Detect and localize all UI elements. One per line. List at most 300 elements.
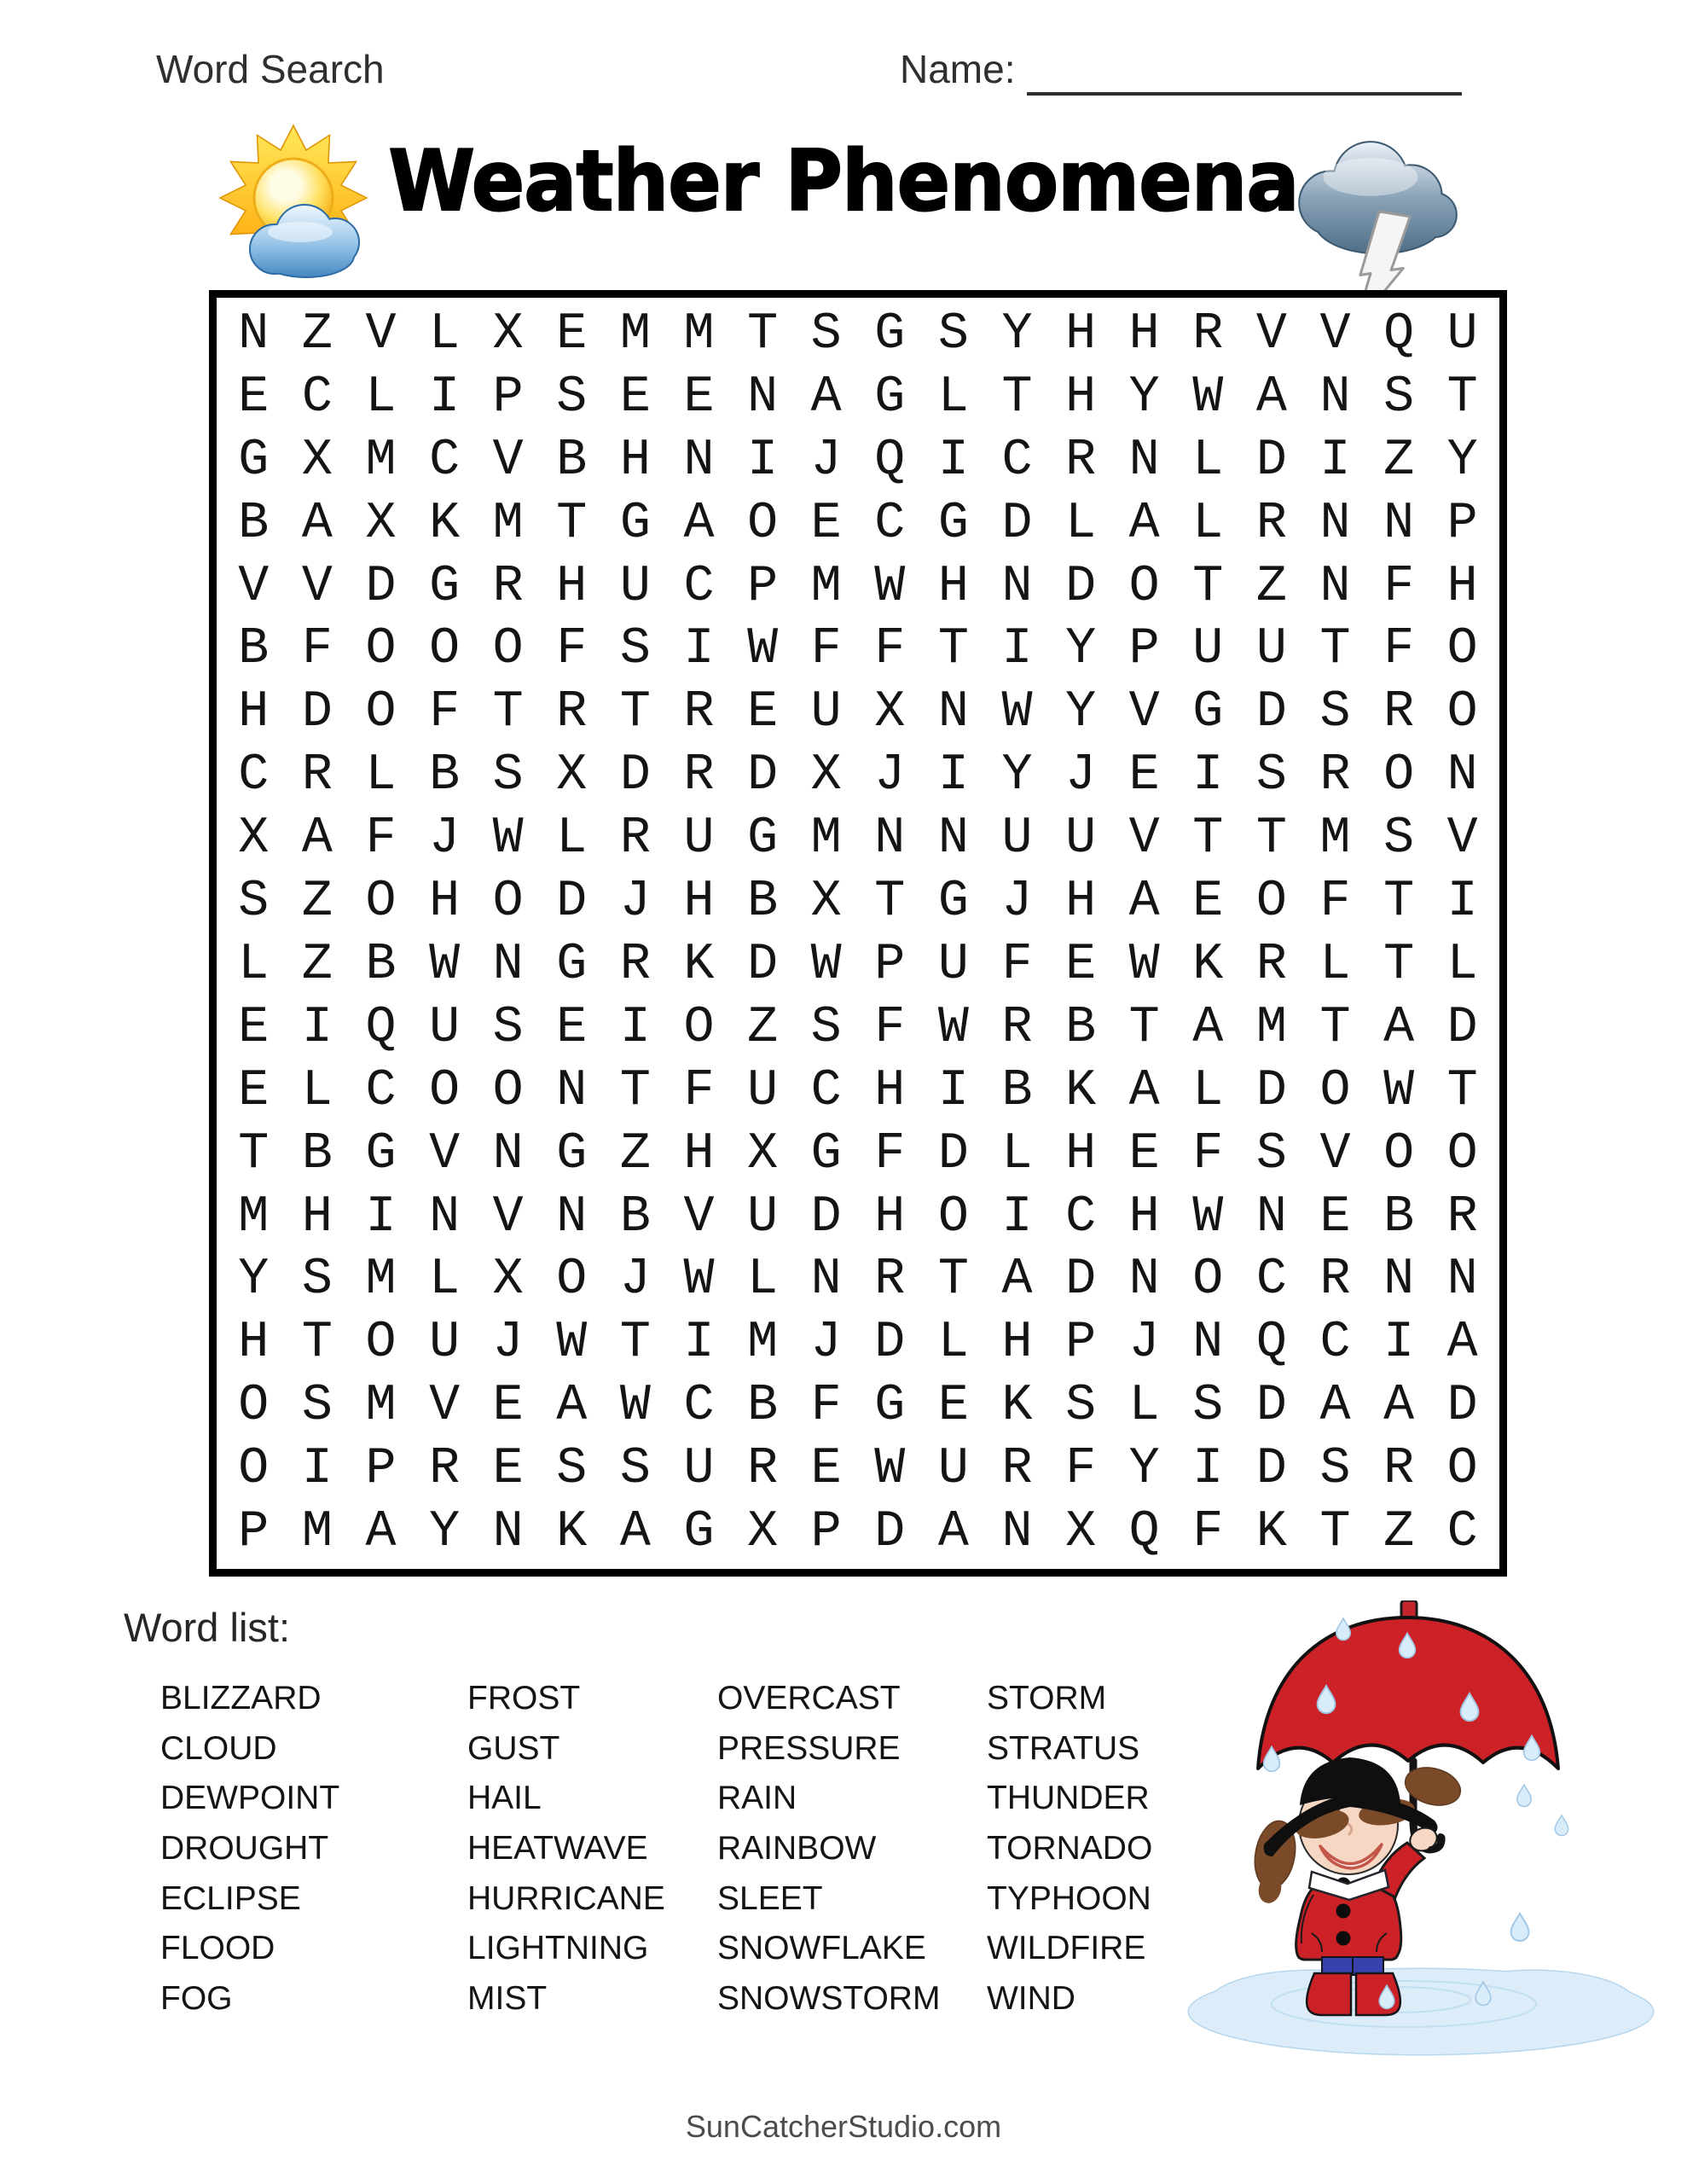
grid-cell: T [301, 1314, 333, 1373]
grid-cell: B [747, 873, 779, 932]
grid-cell: L [556, 810, 588, 868]
word-list-item: MIST [467, 1980, 548, 2018]
grid-cell: K [683, 935, 715, 994]
grid-cell: T [747, 305, 779, 363]
puzzle-grid [209, 290, 1507, 1577]
grid-cell: P [747, 557, 779, 616]
grid-cell: N [683, 431, 715, 490]
grid-cell: G [874, 305, 906, 363]
grid-cell: H [1446, 557, 1478, 616]
grid-cell: G [874, 368, 906, 427]
grid-cell: O [238, 1440, 270, 1499]
grid-cell: U [747, 1188, 779, 1246]
grid-cell: J [874, 746, 906, 805]
grid-cell: G [874, 1377, 906, 1436]
grid-cell: A [365, 1503, 397, 1562]
grid-cell: R [492, 557, 524, 616]
grid-cell: I [1446, 873, 1478, 932]
word-list-item: WILDFIRE [987, 1930, 1146, 1967]
grid-cell: L [1192, 494, 1224, 553]
grid-cell: E [492, 1440, 524, 1499]
grid-cell: O [429, 1061, 461, 1120]
grid-cell: A [1255, 368, 1287, 427]
grid-cell: T [1001, 368, 1033, 427]
word-list-column [160, 1674, 339, 2024]
grid-cell: K [429, 494, 461, 553]
grid-cell: W [619, 1377, 651, 1436]
grid-cell: Z [301, 873, 333, 932]
word-list-item: CLOUD [160, 1729, 277, 1767]
word-list-label: Word list: [124, 1605, 290, 1650]
grid-cell: I [937, 431, 969, 490]
grid-cell: E [238, 1061, 270, 1120]
word-list-item: WIND [987, 1980, 1075, 2018]
grid-cell: J [492, 1314, 524, 1373]
word-list-item: HAIL [467, 1780, 542, 1817]
grid-cell: E [1128, 746, 1160, 805]
grid-cell: R [429, 1440, 461, 1499]
grid-cell: G [238, 431, 270, 490]
word-list-item: TORNADO [987, 1830, 1153, 1867]
grid-cell: D [1065, 1251, 1097, 1310]
grid-cell: W [1192, 368, 1224, 427]
grid-cell: S [810, 998, 842, 1057]
word-list-item: THUNDER [987, 1780, 1150, 1817]
grid-cell: L [238, 935, 270, 994]
grid-cell: N [1319, 368, 1351, 427]
grid-cell: N [556, 1061, 588, 1120]
grid-cell: Y [1001, 746, 1033, 805]
grid-cell: U [619, 557, 651, 616]
girl-with-red-umbrella-illustration [1175, 1600, 1668, 2065]
grid-cell: V [1446, 810, 1478, 868]
grid-cell: N [874, 810, 906, 868]
grid-cell: S [1255, 1124, 1287, 1183]
grid-cell: T [937, 620, 969, 679]
grid-cell: W [683, 1251, 715, 1310]
grid-cell: H [1065, 873, 1097, 932]
grid-cell: D [301, 683, 333, 742]
grid-cell: N [492, 1124, 524, 1183]
grid-cell: C [1065, 1188, 1097, 1246]
word-list-item: PRESSURE [717, 1729, 901, 1767]
grid-cell: R [683, 746, 715, 805]
grid-cell: I [301, 998, 333, 1057]
word-list-item: STORM [987, 1680, 1107, 1716]
grid-cell: T [556, 494, 588, 553]
grid-cell: F [810, 1377, 842, 1436]
grid-cell: T [1383, 935, 1415, 994]
grid-cell: R [1255, 494, 1287, 553]
grid-cell: C [365, 1061, 397, 1120]
grid-cell: N [492, 935, 524, 994]
grid-cell: E [556, 998, 588, 1057]
grid-cell: S [1065, 1377, 1097, 1436]
grid-cell: O [1192, 1251, 1224, 1310]
grid-cell: O [937, 1188, 969, 1246]
word-list-item: ECLIPSE [160, 1879, 301, 1917]
grid-cell: U [937, 1440, 969, 1499]
grid-cell: S [1319, 1440, 1351, 1499]
word-list-item: TYPHOON [987, 1879, 1151, 1917]
word-list-item: LIGHTNING [467, 1930, 649, 1967]
grid-cell: Y [238, 1251, 270, 1310]
grid-cell: G [747, 810, 779, 868]
grid-cell: W [810, 935, 842, 994]
grid-cell: D [1255, 431, 1287, 490]
grid-cell: A [1383, 1377, 1415, 1436]
grid-cell: Z [1383, 431, 1415, 490]
word-list-item: RAIN [717, 1780, 797, 1817]
grid-cell: X [492, 305, 524, 363]
grid-cell: S [1383, 810, 1415, 868]
grid-cell: N [1128, 1251, 1160, 1310]
grid-cell: I [1192, 746, 1224, 805]
grid-cell: D [1255, 1061, 1287, 1120]
grid-cell: U [683, 1440, 715, 1499]
grid-cell: F [874, 620, 906, 679]
grid-cell: F [810, 620, 842, 679]
grid-cell: A [301, 494, 333, 553]
grid-cell: F [1065, 1440, 1097, 1499]
grid-cell: L [1001, 1124, 1033, 1183]
grid-cell: V [1255, 305, 1287, 363]
grid-cell: N [937, 810, 969, 868]
grid-cell: V [492, 431, 524, 490]
grid-cell: T [492, 683, 524, 742]
grid-cell: H [556, 557, 588, 616]
grid-cell: T [1192, 557, 1224, 616]
grid-cell: F [874, 998, 906, 1057]
grid-cell: D [556, 873, 588, 932]
grid-cell: L [1319, 935, 1351, 994]
grid-cell: M [301, 1503, 333, 1562]
grid-cell: P [492, 368, 524, 427]
grid-cell: S [619, 620, 651, 679]
grid-cell: N [1128, 431, 1160, 490]
grid-cell: H [1065, 1124, 1097, 1183]
grid-cell: Y [1128, 368, 1160, 427]
grid-cell: L [747, 1251, 779, 1310]
grid-cell: L [937, 1314, 969, 1373]
grid-cell: B [1065, 998, 1097, 1057]
grid-cell: R [556, 683, 588, 742]
grid-cell: I [937, 746, 969, 805]
grid-cell: E [238, 368, 270, 427]
grid-cell: X [747, 1124, 779, 1183]
grid-cell: O [238, 1377, 270, 1436]
grid-cell: G [810, 1124, 842, 1183]
grid-cell: S [301, 1251, 333, 1310]
grid-cell: X [492, 1251, 524, 1310]
grid-cell: B [619, 1188, 651, 1246]
grid-cell: D [1001, 494, 1033, 553]
grid-cell: S [556, 1440, 588, 1499]
grid-cell: T [937, 1251, 969, 1310]
grid-cell: K [1255, 1503, 1287, 1562]
grid-cell: A [1001, 1251, 1033, 1310]
grid-cell: W [492, 810, 524, 868]
grid-cell: K [1001, 1377, 1033, 1436]
grid-cell: T [1383, 873, 1415, 932]
grid-cell: W [1001, 683, 1033, 742]
grid-cell: I [937, 1061, 969, 1120]
grid-cell: O [683, 998, 715, 1057]
grid-cell: F [1383, 620, 1415, 679]
grid-cell: M [619, 305, 651, 363]
grid-cell: L [429, 1251, 461, 1310]
grid-cell: O [492, 873, 524, 932]
grid-cell: S [1192, 1377, 1224, 1436]
grid-cell: G [937, 494, 969, 553]
grid-cell: R [1446, 1188, 1478, 1246]
grid-cell: H [1001, 1314, 1033, 1373]
grid-cell: T [1319, 998, 1351, 1057]
grid-cell: E [1192, 873, 1224, 932]
grid-cell: F [1192, 1503, 1224, 1562]
grid-cell: W [937, 998, 969, 1057]
grid-cell: Z [1383, 1503, 1415, 1562]
grid-cell: N [1001, 557, 1033, 616]
grid-cell: I [1001, 620, 1033, 679]
grid-cell: H [1128, 1188, 1160, 1246]
word-list-item: DEWPOINT [160, 1780, 340, 1817]
grid-cell: R [1383, 683, 1415, 742]
grid-cell: S [1383, 368, 1415, 427]
grid-cell: N [937, 683, 969, 742]
grid-cell: H [683, 873, 715, 932]
grid-cell: L [1065, 494, 1097, 553]
word-list-item: BLIZZARD [160, 1680, 322, 1716]
grid-cell: A [937, 1503, 969, 1562]
grid-cell: U [429, 1314, 461, 1373]
grid-cell: B [429, 746, 461, 805]
grid-cell: N [1383, 494, 1415, 553]
grid-cell: S [492, 998, 524, 1057]
grid-cell: N [1319, 557, 1351, 616]
grid-cell: R [619, 935, 651, 994]
grid-cell: B [747, 1377, 779, 1436]
grid-cell: F [1383, 557, 1415, 616]
grid-cell: I [1383, 1314, 1415, 1373]
grid-cell: U [1001, 810, 1033, 868]
grid-cell: G [556, 935, 588, 994]
grid-cell: D [1446, 1377, 1478, 1436]
grid-cell: E [810, 494, 842, 553]
grid-cell: T [619, 1314, 651, 1373]
grid-cell: F [365, 810, 397, 868]
grid-cell: M [365, 1251, 397, 1310]
grid-cell: N [1192, 1314, 1224, 1373]
grid-cell: O [365, 683, 397, 742]
grid-cell: E [937, 1377, 969, 1436]
grid-cell: O [1446, 683, 1478, 742]
grid-cell: I [619, 998, 651, 1057]
grid-cell: U [1192, 620, 1224, 679]
boot-left [1307, 1973, 1351, 2015]
grid-cell: D [619, 746, 651, 805]
grid-cell: U [747, 1061, 779, 1120]
grid-cell: E [619, 368, 651, 427]
grid-cell: W [1383, 1061, 1415, 1120]
grid-cell: M [1255, 998, 1287, 1057]
grid-cell: M [365, 1377, 397, 1436]
grid-cell: X [810, 746, 842, 805]
grid-cell: X [365, 494, 397, 553]
grid-cell: G [683, 1503, 715, 1562]
grid-cell: M [810, 810, 842, 868]
grid-cell: N [556, 1188, 588, 1246]
grid-cell: A [301, 810, 333, 868]
grid-cell: W [429, 935, 461, 994]
grid-cell: T [1319, 620, 1351, 679]
grid-cell: X [810, 873, 842, 932]
grid-cell: C [874, 494, 906, 553]
grid-cell: B [1001, 1061, 1033, 1120]
grid-cell: G [556, 1124, 588, 1183]
grid-cell: O [492, 1061, 524, 1120]
grid-cell: T [619, 683, 651, 742]
grid-cell: A [810, 368, 842, 427]
grid-cell: H [874, 1188, 906, 1246]
grid-cell: H [1128, 305, 1160, 363]
word-list-column [987, 1674, 1152, 2024]
word-list-item: GUST [467, 1729, 560, 1767]
grid-cell: R [1255, 935, 1287, 994]
grid-cell: Y [1001, 305, 1033, 363]
grid-cell: S [1319, 683, 1351, 742]
grid-cell: P [1446, 494, 1478, 553]
word-list-column [717, 1674, 940, 2024]
grid-cell: N [492, 1503, 524, 1562]
grid-cell: V [429, 1124, 461, 1183]
word-list-item: SNOWSTORM [717, 1980, 941, 2018]
grid-cell: B [1383, 1188, 1415, 1246]
grid-cell: J [619, 873, 651, 932]
grid-cell: Z [747, 998, 779, 1057]
grid-cell: Q [1383, 305, 1415, 363]
grid-cell: O [1255, 873, 1287, 932]
grid-cell: I [1319, 431, 1351, 490]
grid-cell: O [556, 1251, 588, 1310]
grid-cell: Q [1128, 1503, 1160, 1562]
grid-cell: A [683, 494, 715, 553]
grid-cell: M [810, 557, 842, 616]
grid-cell: V [1128, 810, 1160, 868]
grid-cell: Y [429, 1503, 461, 1562]
word-list-item: OVERCAST [717, 1680, 901, 1716]
grid-cell: H [238, 1314, 270, 1373]
word-list-item: SLEET [717, 1879, 823, 1917]
grid-cell: Y [1446, 431, 1478, 490]
grid-cell: C [1319, 1314, 1351, 1373]
grid-cell: O [492, 620, 524, 679]
grid-cell: O [365, 1314, 397, 1373]
grid-cell: G [937, 873, 969, 932]
coat-button [1336, 1931, 1351, 1946]
grid-cell: J [1001, 873, 1033, 932]
grid-cell: N [1446, 746, 1478, 805]
grid-cell: O [1446, 1440, 1478, 1499]
grid-cell: R [874, 1251, 906, 1310]
grid-cell: O [1383, 746, 1415, 805]
grid-cell: G [1192, 683, 1224, 742]
grid-cell: C [683, 557, 715, 616]
word-list-item: SNOWFLAKE [717, 1930, 926, 1967]
grid-cell: J [1065, 746, 1097, 805]
grid-cell: S [238, 873, 270, 932]
grid-cell: I [1001, 1188, 1033, 1246]
grid-cell: W [1128, 935, 1160, 994]
grid-cell: O [1383, 1124, 1415, 1183]
grid-cell: D [1255, 1440, 1287, 1499]
grid-cell: L [365, 368, 397, 427]
grid-cell: E [1065, 935, 1097, 994]
grid-cell: S [301, 1377, 333, 1436]
grid-cell: A [1128, 1061, 1160, 1120]
grid-cell: C [1446, 1503, 1478, 1562]
word-list-item: HURRICANE [467, 1879, 665, 1917]
grid-cell: N [429, 1188, 461, 1246]
grid-cell: R [1001, 998, 1033, 1057]
grid-cell: N [238, 305, 270, 363]
grid-cell: I [301, 1440, 333, 1499]
grid-cell: I [429, 368, 461, 427]
grid-cell: E [747, 683, 779, 742]
grid-cell: U [810, 683, 842, 742]
grid-cell: Q [1255, 1314, 1287, 1373]
grid-cell: F [556, 620, 588, 679]
grid-cell: L [429, 305, 461, 363]
grid-cell: A [1383, 998, 1415, 1057]
grid-cell: I [683, 1314, 715, 1373]
grid-cell: X [556, 746, 588, 805]
grid-cell: O [365, 873, 397, 932]
grid-cell: N [810, 1251, 842, 1310]
grid-cell: D [937, 1124, 969, 1183]
grid-cell: D [747, 746, 779, 805]
grid-cell: S [492, 746, 524, 805]
grid-cell: A [1192, 998, 1224, 1057]
grid-cell: O [1319, 1061, 1351, 1120]
grid-cell: V [492, 1188, 524, 1246]
grid-cell: D [1255, 1377, 1287, 1436]
grid-cell: P [874, 935, 906, 994]
grid-cell: U [1446, 305, 1478, 363]
grid-cell: B [238, 620, 270, 679]
grid-cell: D [874, 1314, 906, 1373]
word-list-item: RAINBOW [717, 1830, 877, 1867]
grid-cell: J [810, 1314, 842, 1373]
grid-cell: S [810, 305, 842, 363]
grid-cell: R [1065, 431, 1097, 490]
grid-cell: P [365, 1440, 397, 1499]
grid-cell: S [937, 305, 969, 363]
grid-cell: C [1001, 431, 1033, 490]
grid-cell: Z [619, 1124, 651, 1183]
grid-cell: U [429, 998, 461, 1057]
grid-cell: U [1255, 620, 1287, 679]
grid-cell: M [238, 1188, 270, 1246]
grid-cell: L [1192, 431, 1224, 490]
grid-cell: X [1065, 1503, 1097, 1562]
grid-cell: G [365, 1124, 397, 1183]
grid-cell: Y [1065, 620, 1097, 679]
grid-cell: O [1128, 557, 1160, 616]
name-blank-line[interactable] [1027, 46, 1462, 96]
word-list-item: FROST [467, 1680, 581, 1716]
grid-cell: T [874, 873, 906, 932]
